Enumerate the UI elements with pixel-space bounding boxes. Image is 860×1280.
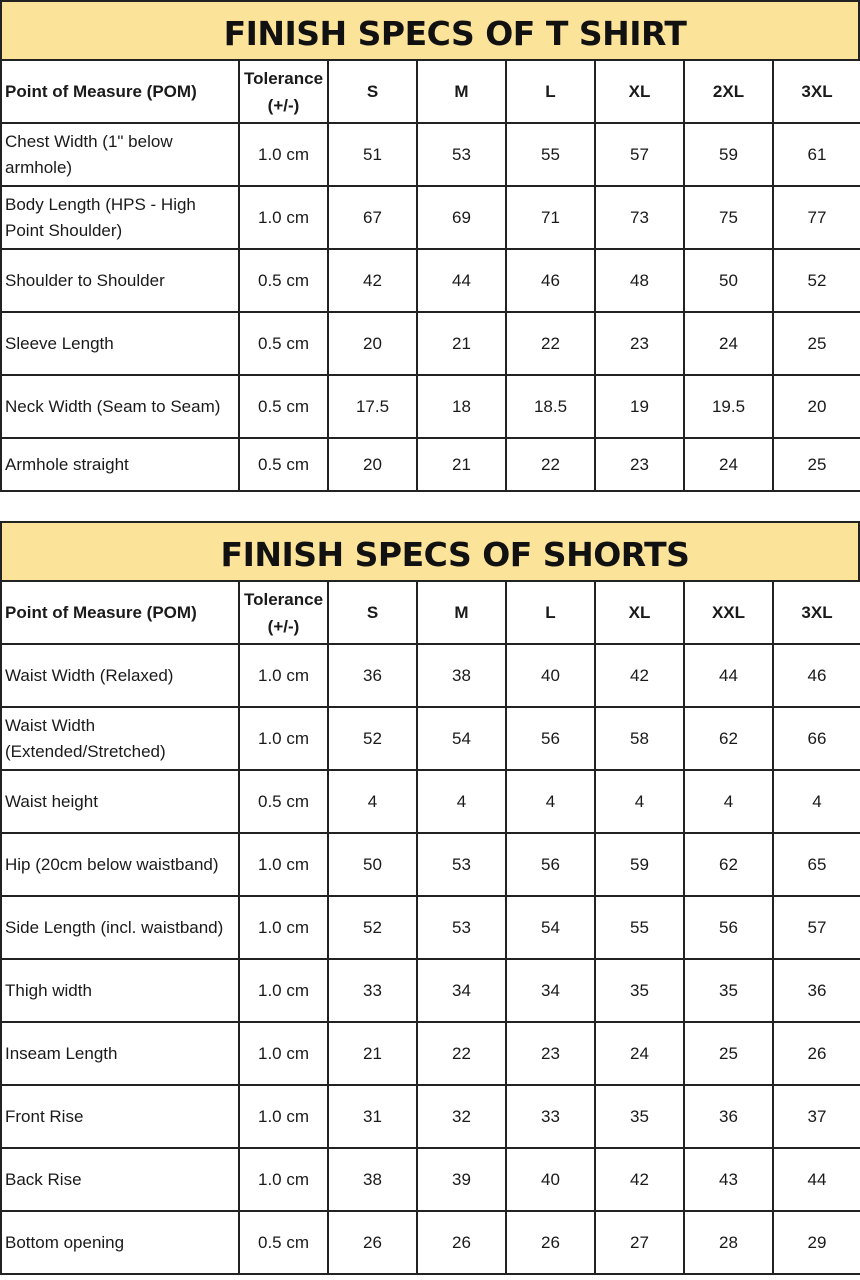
- size-value-cell: 34: [417, 959, 506, 1022]
- size-value-cell: 44: [417, 249, 506, 312]
- size-value-cell: 65: [773, 833, 860, 896]
- size-value-cell: 22: [506, 312, 595, 375]
- tolerance-cell: 0.5 cm: [239, 770, 328, 833]
- size-value-cell: 59: [684, 123, 773, 186]
- size-value-cell: 4: [773, 770, 860, 833]
- tolerance-cell: 1.0 cm: [239, 707, 328, 770]
- pom-cell: Body Length (HPS - High Point Shoulder): [1, 186, 239, 249]
- tolerance-cell: 1.0 cm: [239, 1148, 328, 1211]
- pom-cell: Thigh width: [1, 959, 239, 1022]
- shorts-title: FINISH SPECS OF SHORTS: [220, 535, 690, 574]
- size-value-cell: 38: [328, 1148, 417, 1211]
- table-row: [1, 959, 860, 1022]
- table-row: [1, 770, 860, 833]
- header-size-l: L: [506, 581, 595, 644]
- tolerance-cell: 0.5 cm: [239, 375, 328, 438]
- pom-cell: Bottom opening: [1, 1211, 239, 1274]
- size-value-cell: 4: [506, 770, 595, 833]
- pom-cell: Chest Width (1" below armhole): [1, 123, 239, 186]
- tolerance-cell: 0.5 cm: [239, 249, 328, 312]
- size-value-cell: 54: [417, 707, 506, 770]
- header-tolerance-label: Tolerance: [243, 589, 324, 609]
- table-row: [1, 186, 860, 249]
- shorts-table-body: [1, 581, 860, 1274]
- size-value-cell: 24: [684, 438, 773, 491]
- size-value-cell: 75: [684, 186, 773, 249]
- pom-cell: Front Rise: [1, 1085, 239, 1148]
- tolerance-cell: 1.0 cm: [239, 1085, 328, 1148]
- header-size-xxl: XXL: [684, 581, 773, 644]
- size-value-cell: 40: [506, 1148, 595, 1211]
- size-value-cell: 20: [328, 438, 417, 491]
- header-size-2xl: 2XL: [684, 60, 773, 123]
- tshirt-spec-section: [0, 0, 860, 492]
- size-value-cell: 21: [417, 312, 506, 375]
- size-value-cell: 20: [328, 312, 417, 375]
- size-value-cell: 53: [417, 833, 506, 896]
- pom-cell: Side Length (incl. waistband): [1, 896, 239, 959]
- size-value-cell: 52: [773, 249, 860, 312]
- size-value-cell: 62: [684, 707, 773, 770]
- pom-cell: Armhole straight: [1, 438, 239, 491]
- size-value-cell: 33: [506, 1085, 595, 1148]
- size-value-cell: 53: [417, 896, 506, 959]
- pom-cell: Neck Width (Seam to Seam): [1, 375, 239, 438]
- tolerance-cell: 0.5 cm: [239, 1211, 328, 1274]
- size-value-cell: 26: [417, 1211, 506, 1274]
- size-value-cell: 73: [595, 186, 684, 249]
- table-row: [1, 1085, 860, 1148]
- size-value-cell: 20: [773, 375, 860, 438]
- header-pom: Point of Measure (POM): [1, 60, 239, 123]
- table-row: [1, 375, 860, 438]
- size-value-cell: 21: [328, 1022, 417, 1085]
- header-size-m: M: [417, 60, 506, 123]
- size-value-cell: 46: [506, 249, 595, 312]
- size-value-cell: 56: [506, 833, 595, 896]
- header-size-xl: XL: [595, 581, 684, 644]
- size-value-cell: 42: [328, 249, 417, 312]
- header-tolerance-sign: (+/-): [267, 616, 300, 636]
- size-value-cell: 43: [684, 1148, 773, 1211]
- pom-cell: Hip (20cm below waistband): [1, 833, 239, 896]
- size-value-cell: 66: [773, 707, 860, 770]
- shorts-spec-section: [0, 521, 860, 1275]
- size-value-cell: 69: [417, 186, 506, 249]
- size-value-cell: 19: [595, 375, 684, 438]
- table-row: [1, 707, 860, 770]
- table-row: [1, 896, 860, 959]
- header-size-3xl: 3XL: [773, 581, 860, 644]
- size-value-cell: 42: [595, 1148, 684, 1211]
- table-row: [1, 312, 860, 375]
- header-pom: Point of Measure (POM): [1, 581, 239, 644]
- shorts-title-banner: [0, 521, 860, 580]
- size-value-cell: 59: [595, 833, 684, 896]
- size-value-cell: 23: [595, 438, 684, 491]
- table-row: [1, 123, 860, 186]
- size-value-cell: 33: [328, 959, 417, 1022]
- pom-cell: Waist height: [1, 770, 239, 833]
- tolerance-cell: 1.0 cm: [239, 959, 328, 1022]
- size-value-cell: 61: [773, 123, 860, 186]
- size-value-cell: 19.5: [684, 375, 773, 438]
- pom-cell: Back Rise: [1, 1148, 239, 1211]
- size-value-cell: 27: [595, 1211, 684, 1274]
- size-value-cell: 56: [506, 707, 595, 770]
- size-value-cell: 48: [595, 249, 684, 312]
- size-value-cell: 35: [595, 1085, 684, 1148]
- shorts-spec-table: [0, 580, 860, 1275]
- size-value-cell: 31: [328, 1085, 417, 1148]
- table-row: [1, 1148, 860, 1211]
- size-value-cell: 62: [684, 833, 773, 896]
- size-value-cell: 22: [417, 1022, 506, 1085]
- size-value-cell: 37: [773, 1085, 860, 1148]
- size-value-cell: 57: [595, 123, 684, 186]
- size-value-cell: 50: [684, 249, 773, 312]
- shorts-header-row: [1, 581, 860, 644]
- size-value-cell: 23: [595, 312, 684, 375]
- size-value-cell: 26: [773, 1022, 860, 1085]
- size-value-cell: 34: [506, 959, 595, 1022]
- size-value-cell: 55: [506, 123, 595, 186]
- size-value-cell: 40: [506, 644, 595, 707]
- header-tolerance-sign: (+/-): [267, 95, 300, 115]
- size-value-cell: 22: [506, 438, 595, 491]
- tolerance-cell: 0.5 cm: [239, 438, 328, 491]
- tolerance-cell: 1.0 cm: [239, 644, 328, 707]
- tolerance-cell: 1.0 cm: [239, 896, 328, 959]
- tshirt-table-body: [1, 60, 860, 491]
- table-row: [1, 249, 860, 312]
- header-size-3xl: 3XL: [773, 60, 860, 123]
- size-value-cell: 50: [328, 833, 417, 896]
- size-value-cell: 4: [328, 770, 417, 833]
- tshirt-title-banner: [0, 0, 860, 59]
- pom-cell: Sleeve Length: [1, 312, 239, 375]
- header-tolerance: [239, 581, 328, 644]
- size-value-cell: 4: [595, 770, 684, 833]
- size-value-cell: 36: [684, 1085, 773, 1148]
- size-value-cell: 39: [417, 1148, 506, 1211]
- table-row: [1, 1211, 860, 1274]
- size-value-cell: 17.5: [328, 375, 417, 438]
- size-value-cell: 53: [417, 123, 506, 186]
- size-value-cell: 54: [506, 896, 595, 959]
- tolerance-cell: 1.0 cm: [239, 833, 328, 896]
- header-tolerance-label: Tolerance: [243, 68, 324, 88]
- size-value-cell: 77: [773, 186, 860, 249]
- size-value-cell: 36: [773, 959, 860, 1022]
- size-value-cell: 23: [506, 1022, 595, 1085]
- size-value-cell: 44: [684, 644, 773, 707]
- size-value-cell: 36: [328, 644, 417, 707]
- pom-cell: Inseam Length: [1, 1022, 239, 1085]
- size-value-cell: 18: [417, 375, 506, 438]
- size-value-cell: 35: [595, 959, 684, 1022]
- size-value-cell: 51: [328, 123, 417, 186]
- header-size-s: S: [328, 581, 417, 644]
- tolerance-cell: 0.5 cm: [239, 312, 328, 375]
- size-value-cell: 26: [506, 1211, 595, 1274]
- size-value-cell: 38: [417, 644, 506, 707]
- size-value-cell: 25: [773, 438, 860, 491]
- table-row: [1, 833, 860, 896]
- header-size-s: S: [328, 60, 417, 123]
- table-row: [1, 438, 860, 491]
- tshirt-header-row: [1, 60, 860, 123]
- size-value-cell: 55: [595, 896, 684, 959]
- tolerance-cell: 1.0 cm: [239, 1022, 328, 1085]
- size-value-cell: 52: [328, 707, 417, 770]
- table-row: [1, 644, 860, 707]
- size-value-cell: 57: [773, 896, 860, 959]
- size-value-cell: 58: [595, 707, 684, 770]
- header-size-l: L: [506, 60, 595, 123]
- size-value-cell: 46: [773, 644, 860, 707]
- size-value-cell: 18.5: [506, 375, 595, 438]
- size-value-cell: 42: [595, 644, 684, 707]
- tshirt-spec-table: [0, 59, 860, 492]
- tshirt-title: FINISH SPECS OF T SHIRT: [223, 14, 687, 53]
- size-value-cell: 44: [773, 1148, 860, 1211]
- size-value-cell: 52: [328, 896, 417, 959]
- size-value-cell: 4: [684, 770, 773, 833]
- size-value-cell: 25: [684, 1022, 773, 1085]
- pom-cell: Waist Width (Relaxed): [1, 644, 239, 707]
- size-value-cell: 24: [595, 1022, 684, 1085]
- size-value-cell: 21: [417, 438, 506, 491]
- tolerance-cell: 1.0 cm: [239, 186, 328, 249]
- pom-cell: Shoulder to Shoulder: [1, 249, 239, 312]
- size-value-cell: 4: [417, 770, 506, 833]
- size-value-cell: 28: [684, 1211, 773, 1274]
- size-value-cell: 35: [684, 959, 773, 1022]
- header-tolerance: [239, 60, 328, 123]
- size-value-cell: 29: [773, 1211, 860, 1274]
- size-value-cell: 67: [328, 186, 417, 249]
- table-row: [1, 1022, 860, 1085]
- tolerance-cell: 1.0 cm: [239, 123, 328, 186]
- size-value-cell: 26: [328, 1211, 417, 1274]
- size-value-cell: 56: [684, 896, 773, 959]
- size-value-cell: 24: [684, 312, 773, 375]
- header-size-m: M: [417, 581, 506, 644]
- size-value-cell: 25: [773, 312, 860, 375]
- size-value-cell: 71: [506, 186, 595, 249]
- size-value-cell: 32: [417, 1085, 506, 1148]
- pom-cell: Waist Width (Extended/Stretched): [1, 707, 239, 770]
- header-size-xl: XL: [595, 60, 684, 123]
